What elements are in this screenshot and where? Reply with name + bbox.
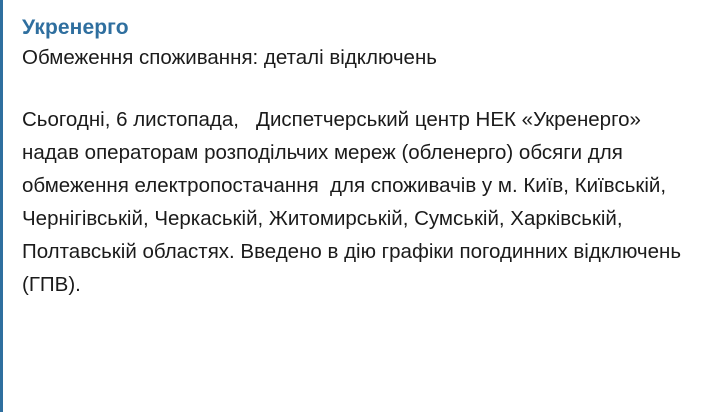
channel-name[interactable]: Укренерго [22, 16, 129, 39]
post-accent-bar [0, 0, 3, 412]
paragraph-spacer [22, 73, 688, 103]
post-body: Сьогодні, 6 листопада, Диспетчерський центр НЕК «Укренерго» надав операторам розподільчих мереж (обленерго) обсяги для обмеження електропостачання для споживачів у м. Київ, Київській, Чернігівській, Черкаській, Житомирській, Сумській, Харківській, Полтавській областях. Введено в дію графіки погодинних відключень (ГПВ). [22, 108, 687, 296]
post-subtitle: Обмеження споживання: деталі відключень [22, 46, 437, 69]
